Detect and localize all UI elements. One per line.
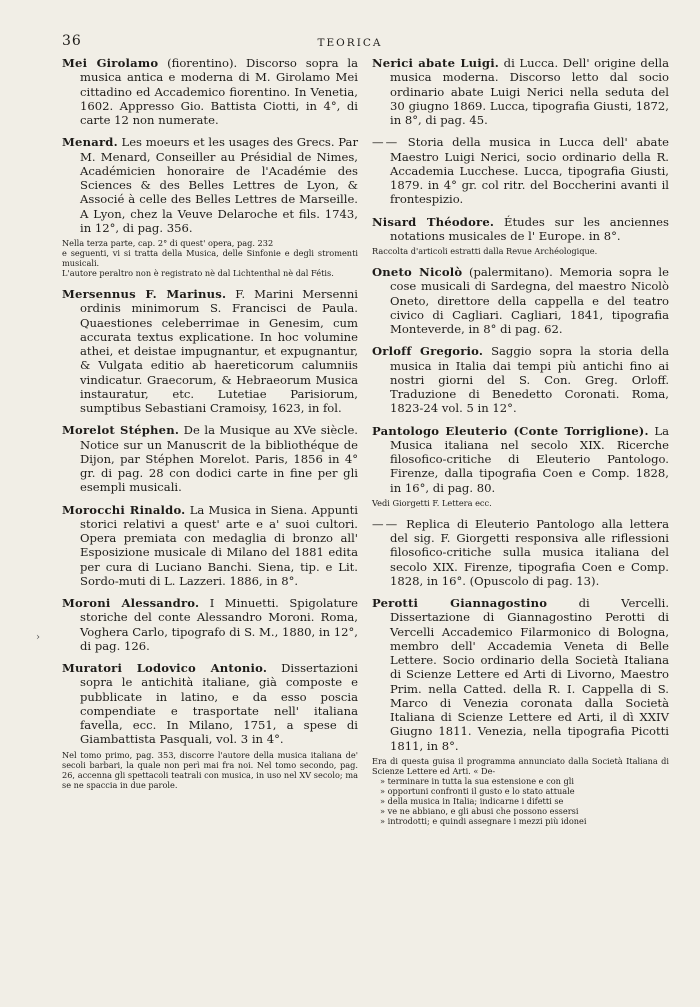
note-line: Vedi Giorgetti F. Lettera ecc.	[372, 497, 492, 508]
note-line: » della musica in Italia; indicarne i difetti se	[380, 795, 564, 806]
entry-heading: Moroni Alessandro.	[62, 596, 200, 610]
entry-heading: Nerici abate Luigi.	[372, 56, 500, 70]
entry-text: La Musica italiana nel secolo XIX. Ricerche filosofico-critiche di Eleuterio Pantologo. Firenze, dalla tipografia Coen e Comp. 1828, in 16°, di pag. 80.	[390, 423, 670, 495]
note-line: » terminare in tutta la sua estensione e con gli	[380, 775, 574, 786]
left-column	[62, 56, 358, 799]
entry-text: di Lucca. Dell' origine della musica moderna. Discorso letto dal socio ordinario abate Luigi Nerici nella seduta del 30 giugno 1869. Lucca, tipografia Giusti, 1872, in 8°, di pag. 45.	[390, 56, 670, 127]
note-line: » introdotti; e quindi assegnare i mezzi più idonei	[380, 815, 587, 826]
entry-heading: Perotti Giannagostino	[372, 596, 548, 610]
entry-morocchi	[62, 503, 358, 589]
entry-text: Les moeurs et les usages des Grecs. Par M. Menard, Conseiller au Présidial de Nimes, Académicien honoraire de l'Académie des Sciences & des Belles Lettres de Lyon, & Associé à celle des Belles Lettres de Marseille. A Lyon, chez la Veuve Delaroche et fils. 1743, in 12°, di pag. 356.	[80, 135, 358, 235]
footnote-perotti	[372, 756, 669, 826]
entry-mei	[62, 56, 358, 127]
right-column	[372, 56, 669, 835]
entry-text: Storia della musica in Lucca dell' abate Maestro Luigi Nerici, socio ordinario della R. Accademia Lucchese. Lucca, tipografia Giusti, 1879. in 4° gr. col ritr. del Boccherini avanti il frontespizio.	[390, 135, 669, 207]
entry-moroni	[62, 596, 358, 653]
footnote-muratori	[62, 750, 358, 790]
entry-text: Études sur les anciennes notations musicales de l' Europe. in 8°.	[390, 214, 669, 243]
note-line: Raccolta d'articoli estratti dalla Revue Archéologique.	[372, 246, 598, 256]
footnote-nisard	[372, 246, 669, 256]
note-line: Nella terza parte, cap. 2° di quest' opera, pag. 232	[62, 238, 274, 248]
running-title: TEORICA	[317, 37, 383, 49]
entry-text: I Minuetti. Spigolature storiche del conte Alessandro Moroni. Roma, Voghera Carlo, tipografo di S. M., 1880, in 12°, di pag. 126.	[80, 596, 358, 653]
entry-pantologo	[372, 424, 669, 495]
entry-heading: Mei Girolamo	[62, 56, 159, 70]
entry-heading: Oneto Nicolò	[372, 265, 463, 279]
note-line: Era di questa guisa il programma annunciato dalla Società Italiana di Scienze Lettere ed Arti. « De-	[372, 755, 669, 776]
entry-orloff	[372, 344, 669, 415]
entry-perotti	[372, 596, 669, 753]
entry-text: Dissertazioni sopra le antichità italiane, già composte e pubblicate in latino, e da esso poscia compendiate e trasportate nell' italiana favella, ecc. In Milano, 1751, a spese di Giambattista Pasquali, vol. 3 in 4°.	[80, 661, 358, 747]
ditto-dash: ——	[372, 516, 400, 531]
entry-heading: Morocchi Rinaldo.	[62, 502, 186, 517]
entry-mersennus	[62, 287, 358, 415]
entry-heading: Pantologo Eleuterio (Conte Torriglione).	[372, 423, 649, 438]
entry-text: F. Marini Mersenni ordinis minimorum S. Francisci de Paula. Quaestiones celeberrimae in Genesim, cum accurata textus explicatione. In hoc volumine athei, et deistae impugnantur, et expugnantur, & Vulgata editio ab haereticorum calumniis vindicatur. Graecorum, & Hebraeorum Musica instauratur, etc. Lutetiae Parisiorum, sumptibus Sebastiani Cramoisy, 1623, in fol.	[80, 287, 358, 415]
entry-oneto	[372, 265, 669, 336]
note-line: e seguenti, vi si tratta della Musica, delle Sinfonie e degli stromenti musicali.	[62, 248, 358, 268]
note-line: Nel tomo primo, pag. 353, discorre l'autore della musica italiana de' secoli barbari, la quale non perì mai fra noi. Nel tomo secondo, pag. 26, accenna gli spettacoli teatrali con musica, in uso nel XV secolo; ma se ne spaccia in due parole.	[62, 749, 358, 790]
entry-text: (palermitano). Memoria sopra le cose musicali di Sardegna, del maestro Nicolò Oneto, direttore della cappella e del teatro civico di Cagliari. Cagliari, 1841, tipografia Monteverde, in 8° di pag. 62.	[390, 265, 669, 336]
margin-mark: ›	[36, 632, 40, 643]
entry-heading: Menard.	[62, 135, 118, 150]
footnote-menard	[62, 238, 358, 278]
entry-text: De la Musique au XVe siècle. Notice sur un Manuscrit de la bibliothéque de Dijon, par Stéphen Morelot. Paris, 1856 in 4° gr. di pag. 28 con dodici carte in fine per gli esempli musicali.	[80, 423, 358, 495]
entry-text: Replica di Eleuterio Pantologo alla lettera del sig. F. Giorgetti responsiva alle riflessioni filosofico-critiche sulla musica italiana del secolo XIX. Firenze, tipografia Coen e Comp. 1828, in 16°. (Opuscolo di pag. 13).	[390, 516, 669, 588]
entry-heading: Morelot Stéphen.	[62, 423, 180, 438]
entry-heading: Mersennus F. Marinus.	[62, 287, 227, 301]
entry-menard	[62, 135, 358, 235]
note-line: L'autore peraltro non è registrato nè dal Lichtenthal nè dal Fétis.	[62, 268, 334, 278]
entry-heading: Muratori Lodovico Antonio.	[62, 661, 268, 675]
entry-text: La Musica in Siena. Appunti storici relativi a quest' arte e a' suoi cultori. Opera premiata con medaglia di bronzo all' Esposizione musicale di Milano del 1881 edita per cura di Luciano Banchi. Siena, tip. e Lit. Sordo-muti di L. Lazzeri. 1886, in 8°.	[80, 502, 358, 588]
entry-pantologo-replica	[372, 517, 669, 588]
page-number: 36	[62, 33, 82, 49]
entry-nisard	[372, 215, 669, 244]
entry-morelot	[62, 423, 358, 494]
entry-muratori	[62, 661, 358, 747]
note-line: » ve ne abbiano, e gli abusi che possono essersi	[380, 805, 579, 816]
entry-text: (fiorentino). Discorso sopra la musica antica e moderna di M. Girolamo Mei cittadino ed Accademico fiorentino. In Venetia, 1602. Appresso Gio. Battista Ciotti, in 4°, di carte 12 non numerate.	[80, 56, 358, 127]
entry-nerici	[372, 56, 669, 127]
entry-nerici-storia	[372, 135, 669, 206]
entry-text: di Vercelli. Dissertazione di Giannagostino Perotti di Vercelli Accademico Filarmonico di Bologna, membro dell' Accademia Veneta di Belle Lettere. Socio ordinario della Società Italiana di Scienze Lettere ed Arti di Livorno, Maestro Prim. nella Catted. della R. I. Cappella di S. Marco di Venezia coronata dalla Società Italiana di Scienze Lettere ed Arti, il dì XXIV Giugno 1811. Venezia, nella tipografia Picotti 1811, in 8°.	[390, 596, 670, 753]
ditto-dash: ——	[372, 135, 400, 150]
footnote-pantologo	[372, 498, 669, 508]
entry-heading: Nisard Théodore.	[372, 214, 495, 229]
entry-heading: Orloff Gregorio.	[372, 344, 484, 359]
entry-text: Saggio sopra la storia della musica in Italia dai tempi più antichi fino ai nostri giorni del S. Con. Greg. Orloff. Traduzione di Benedetto Coronati. Roma, 1823-24 vol. 5 in 12°.	[390, 344, 670, 416]
note-line: » opportuni confronti il gusto e lo stato attuale	[380, 785, 575, 796]
